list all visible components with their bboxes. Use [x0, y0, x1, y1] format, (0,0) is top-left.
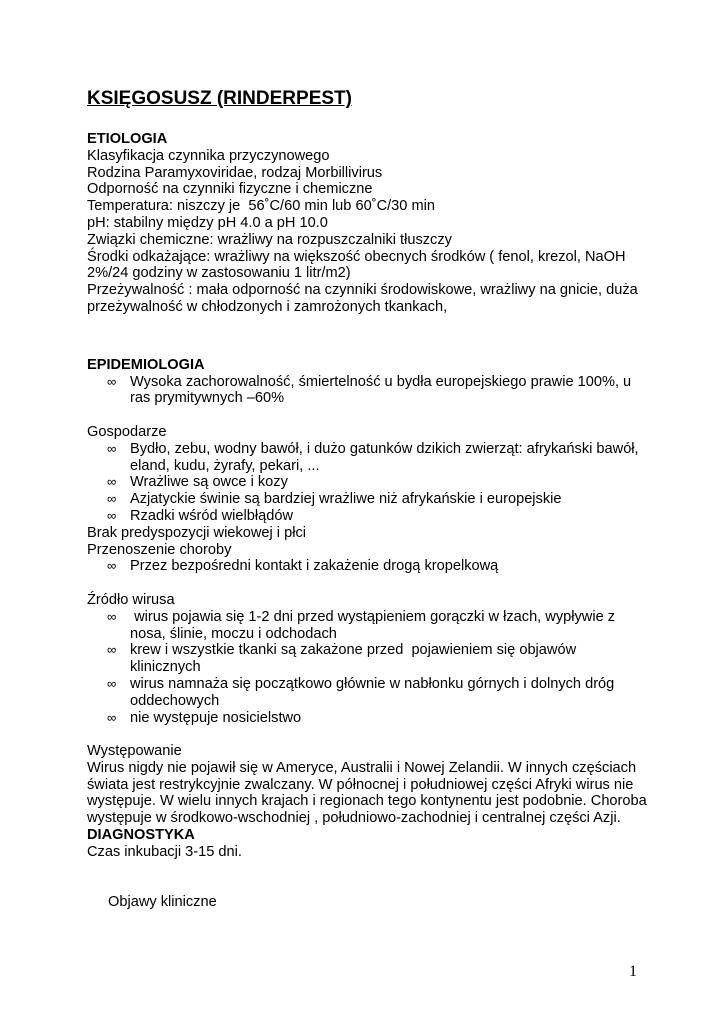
bullet-icon: ∞: [107, 675, 117, 691]
heading-przenoszenie: Przenoszenie choroby: [87, 541, 232, 558]
list-item: ∞ Azjatyckie świnie są bardziej wrażliwe niż afrykańskie i europejskie: [107, 491, 562, 508]
bullet-icon: ∞: [107, 440, 117, 456]
heading-gospodarze: Gospodarze: [87, 423, 167, 440]
etiologia-line: Związki chemiczne: wrażliwy na rozpuszczalniki tłuszczy: [87, 231, 452, 248]
section-gospodarze: [87, 424, 647, 575]
objawy-heading: Objawy kliniczne: [108, 894, 217, 911]
bullet-icon: ∞: [107, 474, 117, 490]
page-number: 1: [629, 963, 637, 980]
section-wystepowanie: [87, 743, 647, 827]
document-page: [87, 88, 647, 911]
list-item: ∞ Rzadki wśród wielbłądów: [107, 507, 294, 524]
bullet-icon: ∞: [107, 709, 117, 725]
list-item: ∞ nie występuje nosicielstwo: [107, 709, 302, 726]
etiologia-line: Przeżywalność : mała odporność na czynniki środowiskowe, wrażliwy na gnicie, duża przeżywalność w chłodzonych i zamrożonych tkankach,: [87, 282, 642, 315]
wystepowanie-text: Wirus nigdy nie pojawił się w Ameryce, Australii i Nowej Zelandii. W innych częściach świata jest restrykcyjnie zwalczany. W północnej i południowej części Afryki wirus nie występuje. W wielu innych krajach i regionach tego kontynentu jest podobnie. Choroba występuje w środkowo-wschodniej , południowo-zachodniej i centralnej części Azji.: [87, 759, 647, 827]
etiologia-line: Temperatura: niszczy je 56˚C/60 min lub 60˚C/30 min: [87, 198, 435, 215]
section-diagnostyka: [87, 827, 647, 861]
section-epidemiologia: [87, 357, 647, 407]
bullet-icon: ∞: [107, 373, 117, 389]
list-item: ∞ Przez bezpośredni kontakt i zakażenie drogą kropelkową: [107, 558, 499, 575]
etiologia-line: Klasyfikacja czynnika przyczynowego: [87, 147, 330, 164]
bullet-icon: ∞: [107, 642, 117, 658]
heading-diagnostyka: DIAGNOSTYKA: [87, 827, 195, 844]
list-item: ∞ krew i wszystkie tkanki są zakażone przed pojawieniem się objawów klinicznych: [107, 642, 581, 676]
etiologia-line: Rodzina Paramyxoviridae, rodzaj Morbillivirus: [87, 164, 383, 181]
heading-etiologia: ETIOLOGIA: [87, 131, 168, 147]
predyspozycja-text: Brak predyspozycji wiekowej i płci: [87, 524, 306, 541]
document-title: KSIĘGOSUSZ (RINDERPEST): [87, 88, 352, 109]
incubation-text: Czas inkubacji 3-15 dni.: [87, 843, 242, 860]
heading-wystepowanie: Występowanie: [87, 743, 182, 760]
etiologia-line: Odporność na czynniki fizyczne i chemiczne: [87, 181, 373, 198]
section-zrodlo: [87, 592, 647, 726]
bullet-icon: ∞: [107, 558, 117, 574]
etiologia-line: Środki odkażające: wrażliwy na większość obecnych środków ( fenol, krezol, NaOH 2%/24 godziny w zastosowaniu 1 litr/m2): [87, 248, 630, 282]
list-item: ∞ wirus pojawia się 1-2 dni przed wystąpieniem gorączki w łzach, wypływie z nosa, ślinie, moczu i odchodach: [107, 608, 620, 642]
list-item: ∞ Wrażliwe są owce i kozy: [107, 474, 288, 491]
list-item: ∞ Wysoka zachorowalność, śmiertelność u bydła europejskiego prawie 100%, u ras prymitywnych –60%: [107, 373, 632, 407]
heading-epidemiologia: EPIDEMIOLOGIA: [87, 356, 205, 373]
section-etiologia: [87, 131, 647, 316]
heading-zrodlo: Źródło wirusa: [87, 591, 175, 608]
list-item: ∞ wirus namnaża się początkowo głównie w nabłonku górnych i dolnych dróg oddechowych: [107, 675, 615, 709]
list-item: ∞ Bydło, zebu, wodny bawół, i dużo gatunków dzikich zwierząt: afrykański bawół, eland, kudu, żyrafy, pekari, ...: [107, 440, 639, 474]
bullet-icon: ∞: [107, 491, 117, 507]
bullet-icon: ∞: [107, 507, 117, 523]
etiologia-line: pH: stabilny między pH 4.0 a pH 10.0: [87, 214, 328, 231]
bullet-icon: ∞: [107, 608, 117, 624]
